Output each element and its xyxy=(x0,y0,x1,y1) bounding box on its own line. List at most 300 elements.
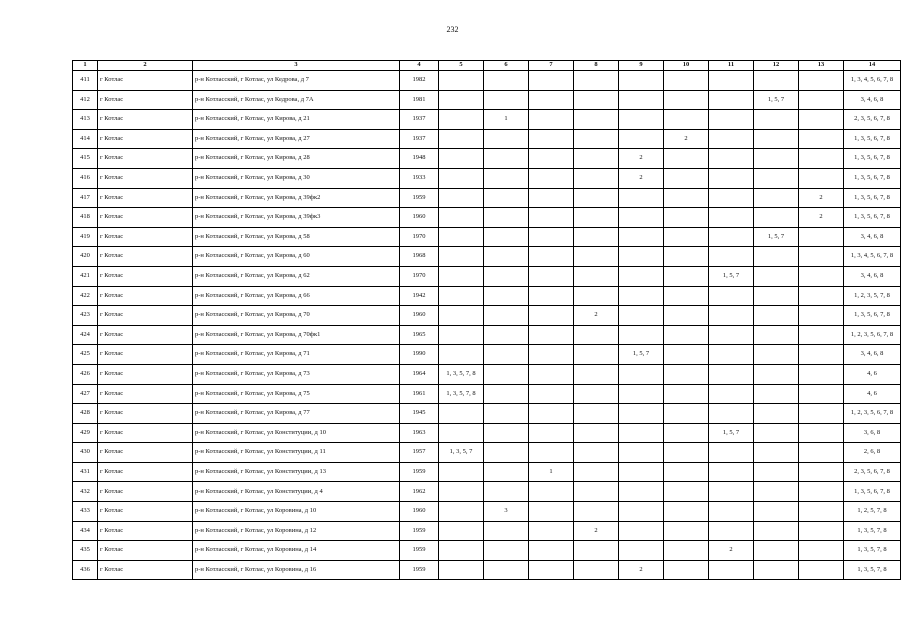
table-cell xyxy=(574,110,619,130)
table-cell xyxy=(709,208,754,228)
column-header: 5 xyxy=(439,61,484,71)
table-cell xyxy=(619,364,664,384)
table-cell xyxy=(574,247,619,267)
table-cell xyxy=(484,188,529,208)
table-cell xyxy=(664,325,709,345)
table-cell: 2 xyxy=(664,129,709,149)
table-cell xyxy=(664,541,709,561)
table-cell xyxy=(709,110,754,130)
table-cell: 2 xyxy=(619,149,664,169)
table-cell xyxy=(619,462,664,482)
column-header: 7 xyxy=(529,61,574,71)
table-cell: р-н Котласский, г Котлас, ул Кирова, д 70 xyxy=(193,306,400,326)
table-cell xyxy=(484,541,529,561)
table-cell xyxy=(529,90,574,110)
table-cell: 424 xyxy=(73,325,98,345)
table-cell: 1, 3, 4, 5, 6, 7, 8 xyxy=(844,71,901,91)
table-cell xyxy=(664,227,709,247)
table-cell xyxy=(574,208,619,228)
table-cell xyxy=(619,502,664,522)
table-cell xyxy=(574,462,619,482)
table-cell xyxy=(754,364,799,384)
column-header: 13 xyxy=(799,61,844,71)
table-cell: 1945 xyxy=(400,404,439,424)
table-cell: 1982 xyxy=(400,71,439,91)
table-cell xyxy=(529,541,574,561)
table-cell: 1, 3, 5, 7 xyxy=(439,443,484,463)
table-cell xyxy=(439,306,484,326)
table-cell xyxy=(664,247,709,267)
table-cell xyxy=(484,90,529,110)
table-cell: 1, 2, 5, 7, 8 xyxy=(844,502,901,522)
table-row xyxy=(73,541,901,561)
table-cell xyxy=(664,188,709,208)
table-cell: 1937 xyxy=(400,129,439,149)
column-header: 11 xyxy=(709,61,754,71)
table-cell xyxy=(574,345,619,365)
table-row xyxy=(73,286,901,306)
table-cell xyxy=(754,521,799,541)
table-cell: 1 xyxy=(484,110,529,130)
table-cell xyxy=(574,168,619,188)
table-cell xyxy=(619,541,664,561)
table-cell: 433 xyxy=(73,502,98,522)
table-cell: р-н Котласский, г Котлас, ул Коровина, д 12 xyxy=(193,521,400,541)
table-cell: 2 xyxy=(574,306,619,326)
table-cell xyxy=(574,129,619,149)
table-cell xyxy=(484,384,529,404)
table-cell: г Котлас xyxy=(98,560,193,580)
table-cell: 1, 5, 7 xyxy=(754,90,799,110)
table-cell xyxy=(484,149,529,169)
table-cell xyxy=(664,90,709,110)
table-cell xyxy=(754,129,799,149)
column-header: 4 xyxy=(400,61,439,71)
table-cell xyxy=(529,560,574,580)
table-cell xyxy=(754,502,799,522)
table-cell xyxy=(709,247,754,267)
table-cell xyxy=(619,247,664,267)
table-cell xyxy=(484,168,529,188)
table-cell: 1, 3, 5, 7, 8 xyxy=(844,541,901,561)
table-cell xyxy=(619,71,664,91)
table-cell: 1, 3, 5, 7, 8 xyxy=(439,364,484,384)
table-cell: 414 xyxy=(73,129,98,149)
table-cell xyxy=(799,560,844,580)
table-cell: р-н Котласский, г Котлас, ул Кирова, д 30 xyxy=(193,168,400,188)
table-cell: г Котлас xyxy=(98,247,193,267)
table-row xyxy=(73,71,901,91)
table-cell: 3 xyxy=(484,502,529,522)
table-cell: 1962 xyxy=(400,482,439,502)
table-cell: г Котлас xyxy=(98,71,193,91)
table-cell xyxy=(439,149,484,169)
register-table xyxy=(72,60,901,580)
table-cell: г Котлас xyxy=(98,345,193,365)
table-cell xyxy=(484,443,529,463)
column-header: 1 xyxy=(73,61,98,71)
table-cell: 1957 xyxy=(400,443,439,463)
table-row xyxy=(73,168,901,188)
table-cell: 3, 4, 6, 8 xyxy=(844,90,901,110)
table-cell xyxy=(799,502,844,522)
table-cell xyxy=(439,541,484,561)
table-cell xyxy=(619,404,664,424)
table-cell: 1965 xyxy=(400,325,439,345)
table-cell xyxy=(664,110,709,130)
table-cell xyxy=(754,266,799,286)
header-row xyxy=(73,61,901,71)
table-cell xyxy=(439,325,484,345)
table-cell xyxy=(799,110,844,130)
table-cell: 1960 xyxy=(400,502,439,522)
table-cell xyxy=(754,423,799,443)
table-cell xyxy=(709,482,754,502)
table-cell: г Котлас xyxy=(98,208,193,228)
table-cell: 1 xyxy=(529,462,574,482)
table-cell: 1942 xyxy=(400,286,439,306)
table-cell: 2 xyxy=(574,521,619,541)
table-cell xyxy=(754,404,799,424)
table-row xyxy=(73,325,901,345)
table-cell xyxy=(619,286,664,306)
table-cell: р-н Котласский, г Котлас, ул Конституции, д 11 xyxy=(193,443,400,463)
table-cell xyxy=(664,71,709,91)
table-cell xyxy=(574,560,619,580)
table-cell xyxy=(709,168,754,188)
table-cell xyxy=(619,227,664,247)
table-cell xyxy=(664,482,709,502)
table-cell: 432 xyxy=(73,482,98,502)
table-cell xyxy=(574,423,619,443)
table-cell: г Котлас xyxy=(98,286,193,306)
table-cell: р-н Котласский, г Котлас, ул Коровина, д 16 xyxy=(193,560,400,580)
table-cell xyxy=(664,560,709,580)
table-cell xyxy=(664,423,709,443)
table-cell xyxy=(439,462,484,482)
table-cell xyxy=(529,384,574,404)
table-cell: г Котлас xyxy=(98,325,193,345)
table-cell xyxy=(799,90,844,110)
table-cell xyxy=(484,208,529,228)
table-row xyxy=(73,462,901,482)
table-cell: р-н Котласский, г Котлас, ул Кирова, д 73 xyxy=(193,364,400,384)
table-cell xyxy=(439,90,484,110)
table-cell xyxy=(619,384,664,404)
table-cell xyxy=(529,208,574,228)
table-cell: р-н Котласский, г Котлас, ул Конституции, д 10 xyxy=(193,423,400,443)
table-cell: 3, 4, 6, 8 xyxy=(844,227,901,247)
table-cell xyxy=(619,266,664,286)
table-cell xyxy=(799,286,844,306)
table-row xyxy=(73,266,901,286)
table-row xyxy=(73,208,901,228)
table-cell: 4, 6 xyxy=(844,364,901,384)
table-cell xyxy=(799,129,844,149)
table-cell xyxy=(619,521,664,541)
table-cell xyxy=(799,71,844,91)
table-cell xyxy=(664,306,709,326)
table-cell xyxy=(709,129,754,149)
table-cell: 420 xyxy=(73,247,98,267)
table-cell xyxy=(709,325,754,345)
table-cell xyxy=(709,306,754,326)
table-cell: 1948 xyxy=(400,149,439,169)
table-body xyxy=(73,71,901,580)
table-cell: 2, 3, 5, 6, 7, 8 xyxy=(844,462,901,482)
table-cell xyxy=(799,266,844,286)
table-cell xyxy=(439,129,484,149)
table-cell xyxy=(799,227,844,247)
table-cell: г Котлас xyxy=(98,168,193,188)
table-cell: р-н Котласский, г Котлас, ул Кедрова, д 7 xyxy=(193,71,400,91)
table-cell xyxy=(529,423,574,443)
table-cell xyxy=(439,423,484,443)
table-cell xyxy=(439,227,484,247)
table-cell xyxy=(484,404,529,424)
table-cell: р-н Котласский, г Котлас, ул Кедрова, д 7А xyxy=(193,90,400,110)
table-cell xyxy=(574,149,619,169)
table-cell: 1959 xyxy=(400,560,439,580)
table-cell xyxy=(619,129,664,149)
table-cell xyxy=(529,443,574,463)
table-cell xyxy=(529,266,574,286)
table-cell xyxy=(529,168,574,188)
table-row xyxy=(73,129,901,149)
table-cell xyxy=(754,541,799,561)
table-cell: р-н Котласский, г Котлас, ул Кирова, д 66 xyxy=(193,286,400,306)
table-cell: 426 xyxy=(73,364,98,384)
table-cell: 413 xyxy=(73,110,98,130)
table-cell xyxy=(799,423,844,443)
table-cell xyxy=(484,364,529,384)
table-cell xyxy=(709,286,754,306)
table-cell xyxy=(709,521,754,541)
table-cell xyxy=(484,345,529,365)
table-row xyxy=(73,247,901,267)
table-cell: р-н Котласский, г Котлас, ул Кирова, д 70фк1 xyxy=(193,325,400,345)
table-cell: 1990 xyxy=(400,345,439,365)
table-cell xyxy=(799,521,844,541)
table-cell: 423 xyxy=(73,306,98,326)
table-cell: р-н Котласский, г Котлас, ул Конституции, д 4 xyxy=(193,482,400,502)
table-cell: 1, 2, 3, 5, 7, 8 xyxy=(844,286,901,306)
table-cell: 1961 xyxy=(400,384,439,404)
table-row xyxy=(73,149,901,169)
table-cell: 1, 2, 3, 5, 6, 7, 8 xyxy=(844,404,901,424)
table-cell xyxy=(799,482,844,502)
table-cell xyxy=(619,208,664,228)
table-cell: 1, 3, 5, 7, 8 xyxy=(844,521,901,541)
table-cell: р-н Котласский, г Котлас, ул Кирова, д 60 xyxy=(193,247,400,267)
table-cell xyxy=(484,129,529,149)
table-cell xyxy=(439,110,484,130)
table-cell: р-н Котласский, г Котлас, ул Кирова, д 62 xyxy=(193,266,400,286)
table-cell xyxy=(529,129,574,149)
table-cell xyxy=(529,110,574,130)
table-cell xyxy=(574,325,619,345)
table-cell xyxy=(799,306,844,326)
table-cell xyxy=(574,482,619,502)
column-header: 8 xyxy=(574,61,619,71)
table-cell xyxy=(754,325,799,345)
table-cell: 1959 xyxy=(400,541,439,561)
table-cell: 1960 xyxy=(400,208,439,228)
table-cell: 429 xyxy=(73,423,98,443)
table-cell xyxy=(754,71,799,91)
table-cell xyxy=(754,560,799,580)
table-cell xyxy=(619,443,664,463)
table-cell xyxy=(619,188,664,208)
table-cell xyxy=(799,364,844,384)
table-row xyxy=(73,364,901,384)
table-cell xyxy=(754,208,799,228)
table-cell xyxy=(439,266,484,286)
table-cell: 425 xyxy=(73,345,98,365)
table-cell xyxy=(439,71,484,91)
column-header: 12 xyxy=(754,61,799,71)
table-cell xyxy=(529,482,574,502)
table-cell: г Котлас xyxy=(98,129,193,149)
column-header: 6 xyxy=(484,61,529,71)
table-cell xyxy=(709,90,754,110)
table-cell xyxy=(574,71,619,91)
table-cell: 1933 xyxy=(400,168,439,188)
table-row xyxy=(73,345,901,365)
table-cell: г Котлас xyxy=(98,502,193,522)
table-cell xyxy=(439,286,484,306)
table-cell xyxy=(799,443,844,463)
table-cell xyxy=(754,482,799,502)
table-cell: г Котлас xyxy=(98,149,193,169)
table-cell: 1970 xyxy=(400,266,439,286)
table-cell xyxy=(574,541,619,561)
table-row xyxy=(73,502,901,522)
table-cell xyxy=(799,404,844,424)
table-cell xyxy=(439,208,484,228)
table-cell: 428 xyxy=(73,404,98,424)
table-cell xyxy=(439,404,484,424)
table-cell: г Котлас xyxy=(98,521,193,541)
table-cell: 415 xyxy=(73,149,98,169)
table-cell xyxy=(799,149,844,169)
table-row xyxy=(73,90,901,110)
table-cell: р-н Котласский, г Котлас, ул Кирова, д 71 xyxy=(193,345,400,365)
table-row xyxy=(73,110,901,130)
table-cell: 421 xyxy=(73,266,98,286)
table-cell: р-н Котласский, г Котлас, ул Кирова, д 75 xyxy=(193,384,400,404)
table-cell xyxy=(664,502,709,522)
table-cell: 1, 3, 5, 6, 7, 8 xyxy=(844,149,901,169)
table-row xyxy=(73,306,901,326)
table-cell xyxy=(709,149,754,169)
table-cell: р-н Котласский, г Котлас, ул Кирова, д 58 xyxy=(193,227,400,247)
table-cell: р-н Котласский, г Котлас, ул Кирова, д 39фк2 xyxy=(193,188,400,208)
table-cell xyxy=(529,345,574,365)
table-cell xyxy=(754,443,799,463)
table-cell: 1, 5, 7 xyxy=(754,227,799,247)
table-cell xyxy=(529,325,574,345)
table-row xyxy=(73,188,901,208)
table-cell xyxy=(709,462,754,482)
table-cell xyxy=(664,345,709,365)
table-cell: 1959 xyxy=(400,521,439,541)
table-cell: 4, 6 xyxy=(844,384,901,404)
table-cell: 3, 4, 6, 8 xyxy=(844,345,901,365)
table-cell xyxy=(754,345,799,365)
table-cell: 1981 xyxy=(400,90,439,110)
table-cell xyxy=(799,541,844,561)
table-cell: 1, 3, 5, 6, 7, 8 xyxy=(844,306,901,326)
table-cell xyxy=(484,482,529,502)
table-cell: г Котлас xyxy=(98,90,193,110)
table-cell: р-н Котласский, г Котлас, ул Коровина, д 10 xyxy=(193,502,400,522)
table-row xyxy=(73,521,901,541)
table-cell xyxy=(664,168,709,188)
table-cell xyxy=(709,502,754,522)
table-cell xyxy=(709,443,754,463)
table-cell xyxy=(754,168,799,188)
table-cell xyxy=(709,364,754,384)
table-cell xyxy=(664,443,709,463)
table-cell: 1964 xyxy=(400,364,439,384)
table-cell xyxy=(709,560,754,580)
table-cell: 412 xyxy=(73,90,98,110)
table-cell: г Котлас xyxy=(98,404,193,424)
table-cell xyxy=(709,227,754,247)
table-cell: г Котлас xyxy=(98,364,193,384)
table-cell: 2, 3, 5, 6, 7, 8 xyxy=(844,110,901,130)
table-row xyxy=(73,423,901,443)
table-cell xyxy=(439,521,484,541)
table-cell: 2 xyxy=(619,168,664,188)
table-cell xyxy=(484,71,529,91)
table-cell xyxy=(754,384,799,404)
table-cell xyxy=(529,149,574,169)
table-cell: 3, 4, 6, 8 xyxy=(844,266,901,286)
table-cell xyxy=(574,266,619,286)
table-cell: 2 xyxy=(799,208,844,228)
table-row xyxy=(73,404,901,424)
table-cell xyxy=(709,404,754,424)
table-cell xyxy=(574,227,619,247)
table-cell: 1, 3, 4, 5, 6, 7, 8 xyxy=(844,247,901,267)
table-cell xyxy=(484,560,529,580)
table-cell xyxy=(709,345,754,365)
table-cell xyxy=(799,247,844,267)
table-cell xyxy=(619,90,664,110)
table-cell: 1, 3, 5, 6, 7, 8 xyxy=(844,188,901,208)
table-cell: 1, 3, 5, 6, 7, 8 xyxy=(844,482,901,502)
table-cell xyxy=(754,149,799,169)
table-cell xyxy=(799,168,844,188)
column-header: 2 xyxy=(98,61,193,71)
table-cell xyxy=(574,188,619,208)
table-cell: г Котлас xyxy=(98,188,193,208)
table-cell: 1, 3, 5, 7, 8 xyxy=(844,560,901,580)
table-cell xyxy=(439,345,484,365)
table-cell xyxy=(799,345,844,365)
table-cell: г Котлас xyxy=(98,266,193,286)
table-cell xyxy=(484,325,529,345)
table-cell xyxy=(664,404,709,424)
table-cell xyxy=(619,110,664,130)
table-cell xyxy=(484,266,529,286)
table-cell xyxy=(799,384,844,404)
table-cell xyxy=(484,462,529,482)
table-cell xyxy=(439,560,484,580)
table-cell: 427 xyxy=(73,384,98,404)
